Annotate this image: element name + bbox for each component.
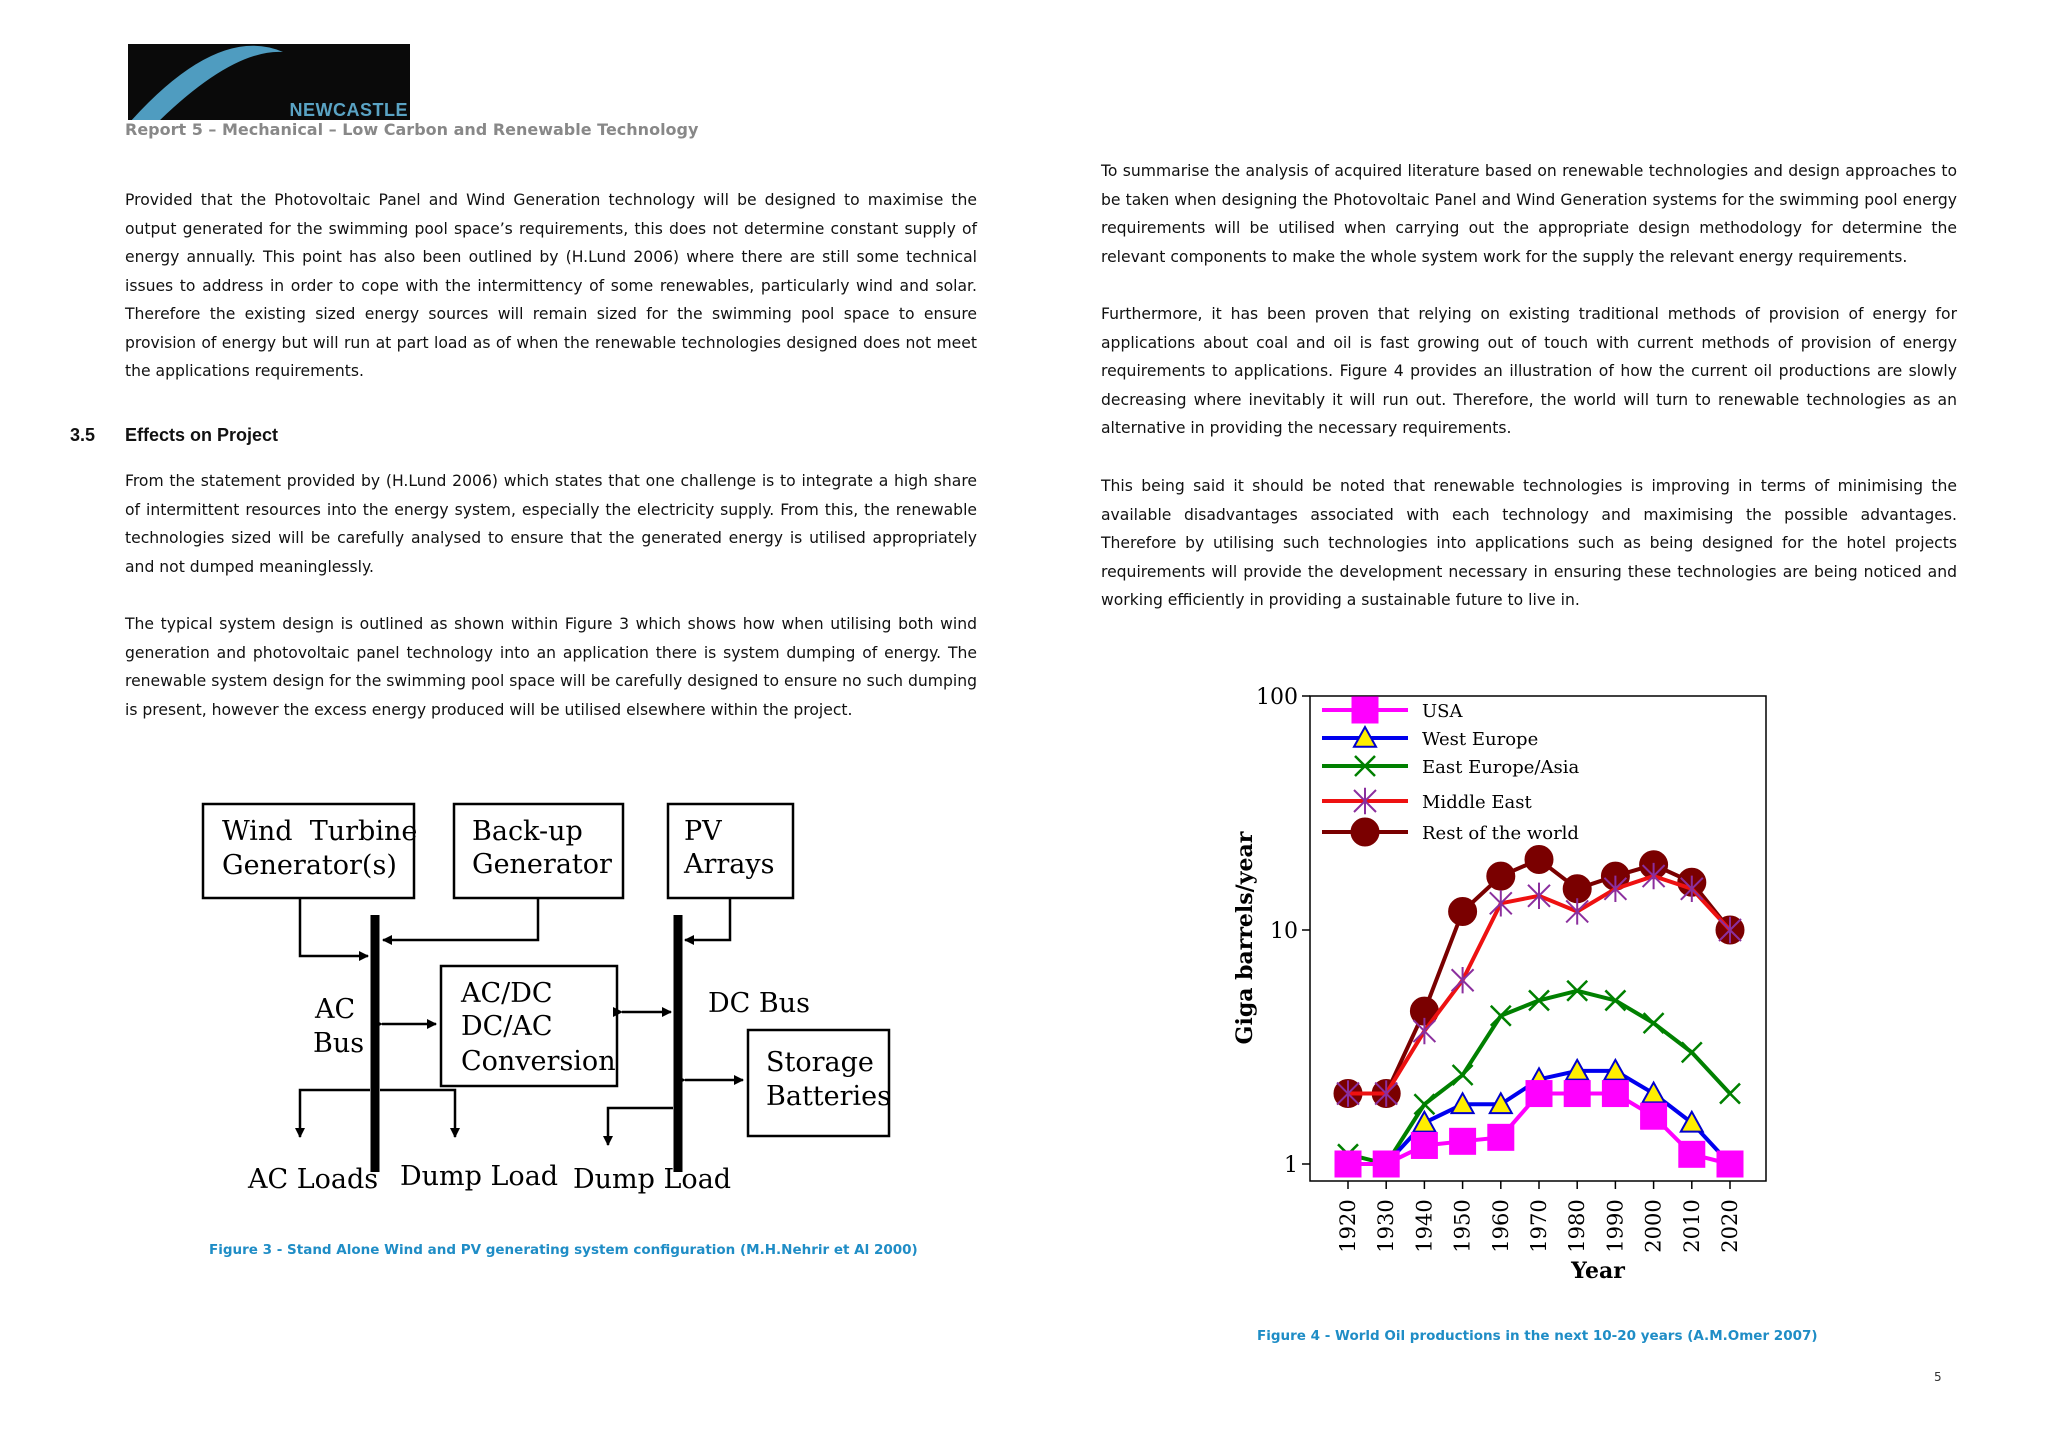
legend-label: West Europe — [1422, 729, 1539, 750]
legend-item — [1322, 818, 1579, 846]
pv-arrays-label-2: Arrays — [684, 849, 775, 880]
x-tick-label: 1990 — [1603, 1199, 1628, 1253]
section-title: Effects on Project — [125, 425, 279, 445]
marker-square — [1641, 1103, 1667, 1129]
page-number: 5 — [1934, 1370, 1942, 1384]
y-tick-label: 1 — [1284, 1153, 1298, 1178]
marker-circle — [1449, 897, 1477, 925]
y-tick-label: 100 — [1256, 685, 1298, 710]
x-tick-label: 1940 — [1412, 1199, 1437, 1253]
conversion-label-1: AC/DC — [461, 978, 553, 1009]
backup-to-ac-bus-connector — [383, 898, 538, 940]
marker-square — [1335, 1151, 1361, 1177]
marker-square — [1717, 1151, 1743, 1177]
left-paragraph-2: From the statement provided by (H.Lund 2006) which states that one challenge is to integrate a high share of intermittent resources into the energy system, especially the electricity supply. From this, the renewable technologies sized will be carefully analysed to ensure that the generated energy is utilised appropriately and not dumped meaninglessly. — [125, 472, 977, 576]
conversion-label-2: DC/AC — [461, 1011, 553, 1042]
marker-square — [1526, 1081, 1552, 1107]
marker-circle — [1351, 818, 1379, 846]
ac-bus-to-ac-loads-connector — [300, 1090, 370, 1137]
x-tick-label: 1970 — [1527, 1199, 1551, 1253]
pv-to-dc-bus-connector — [685, 898, 730, 940]
marker-square — [1679, 1141, 1705, 1167]
y-axis-label: Giga barrels/year — [1232, 831, 1258, 1045]
dc-bus-to-dump-load-connector — [608, 1108, 673, 1145]
left-paragraph-1: Provided that the Photovoltaic Panel and Wind Generation technology will be designed to maximise the output generated for the swimming pool space’s requirements, this does not determine constant supply of energy annually. This point has also been outlined by (H.Lund 2006) where there are still some technical issues to address in order to cope with the intermittency of some renewables, particularly wind and solar. Therefore the existing sized energy sources will remain sized for the swimming pool space to ensure provision of energy but will run at part load as of when the renewable technologies designed does not meet the applications requirements. — [125, 191, 977, 380]
ac-bus-to-dump-load-connector — [380, 1090, 455, 1137]
wind-turbine-label-1: Wind Turbine — [222, 816, 418, 847]
system-configuration-diagram — [190, 790, 910, 1220]
x-tick-label: 2020 — [1718, 1199, 1742, 1253]
legend-label: Rest of the world — [1422, 823, 1579, 844]
x-tick-label: 1930 — [1374, 1199, 1399, 1253]
oil-production-chart — [1230, 670, 1850, 1290]
marker-square — [1352, 697, 1378, 723]
left-paragraph-3: The typical system design is outlined as shown within Figure 3 which shows how when utilising both wind generation and photovoltaic panel technology into an application there is system dumping of energy. The renewable system design for the swimming pool space will be carefully designed to ensure no such dumping is present, however the excess energy produced will be utilised elsewhere within the project. — [125, 615, 977, 719]
report-header: Report 5 – Mechanical – Low Carbon and Renewable Technology — [125, 120, 699, 139]
newcastle-logo — [128, 44, 410, 120]
right-paragraph-2: Furthermore, it has been proven that relying on existing traditional methods of provision of energy for applications about coal and oil is fast growing out of touch with current methods of provision of energy requirements to applications. Figure 4 provides an illustration of how the current oil productions are slowly decreasing where inevitably it will run out. Therefore, the world will turn to renewable technologies as an alternative in providing the necessary requirements. — [1101, 305, 1957, 437]
dump-load-label-2: Dump Load — [573, 1164, 732, 1195]
x-tick-label: 1960 — [1488, 1199, 1513, 1253]
y-tick-label: 10 — [1270, 919, 1298, 944]
x-tick-label: 1950 — [1450, 1199, 1475, 1253]
pv-arrays-label-1: PV — [684, 816, 722, 847]
right-paragraph-1: To summarise the analysis of acquired literature based on renewable technologies and design approaches to be taken when designing the Photovoltaic Panel and Wind Generation systems for the swimming pool energy requirements will be utilised when carrying out the appropriate design methodology for determine the relevant components to make the whole system work for the supply the relevant energy requirements. — [1101, 162, 1957, 266]
dump-load-label-1: Dump Load — [400, 1161, 559, 1192]
figure-3-caption: Figure 3 - Stand Alone Wind and PV generating system configuration (M.H.Nehrir et Al 2000) — [209, 1242, 918, 1258]
section-number: 3.5 — [70, 425, 96, 445]
logo-text: NEWCASTLE — [289, 100, 408, 120]
x-tick-label: 2000 — [1641, 1199, 1666, 1253]
ac-bus-label-2: Bus — [313, 1028, 365, 1059]
dc-bus-label: DC Bus — [708, 988, 810, 1019]
marker-circle — [1487, 862, 1515, 890]
backup-generator-label-2: Generator — [472, 849, 612, 880]
x-tick-label: 1920 — [1336, 1199, 1360, 1253]
legend-label: Middle East — [1422, 792, 1532, 813]
legend-label: USA — [1422, 701, 1463, 722]
marker-square — [1450, 1128, 1476, 1154]
figure-4-caption: Figure 4 - World Oil productions in the next 10-20 years (A.M.Omer 2007) — [1257, 1328, 1818, 1344]
storage-label-1: Storage — [766, 1047, 874, 1078]
marker-circle — [1525, 846, 1553, 874]
backup-generator-label-1: Back-up — [472, 816, 583, 847]
ac-bus-label-1: AC — [315, 994, 356, 1025]
conversion-label-3: Conversion — [461, 1046, 616, 1077]
x-axis-label: Year — [1571, 1258, 1625, 1284]
right-paragraph-3: This being said it should be noted that renewable technologies is improving in terms of minimising the available disadvantages associated with each technology and maximising the possible advantages. Therefore by utilising such technologies into applications such as being designed for the hotel projects requirements will provide the development necessary in ensuring these technologies are being noticed and working efficiently in providing a sustainable future to live in. — [1101, 477, 1957, 609]
marker-square — [1602, 1081, 1628, 1107]
marker-square — [1488, 1124, 1514, 1150]
ac-loads-label: AC Loads — [248, 1164, 379, 1195]
x-tick-label: 2010 — [1679, 1199, 1704, 1253]
wind-to-ac-bus-connector — [300, 898, 368, 956]
legend-label: East Europe/Asia — [1422, 757, 1580, 778]
x-tick-label: 1980 — [1565, 1199, 1590, 1253]
storage-label-2: Batteries — [766, 1081, 891, 1112]
marker-square — [1411, 1132, 1437, 1158]
marker-square — [1373, 1151, 1399, 1177]
marker-square — [1564, 1081, 1590, 1107]
wind-turbine-label-2: Generator(s) — [222, 850, 397, 881]
